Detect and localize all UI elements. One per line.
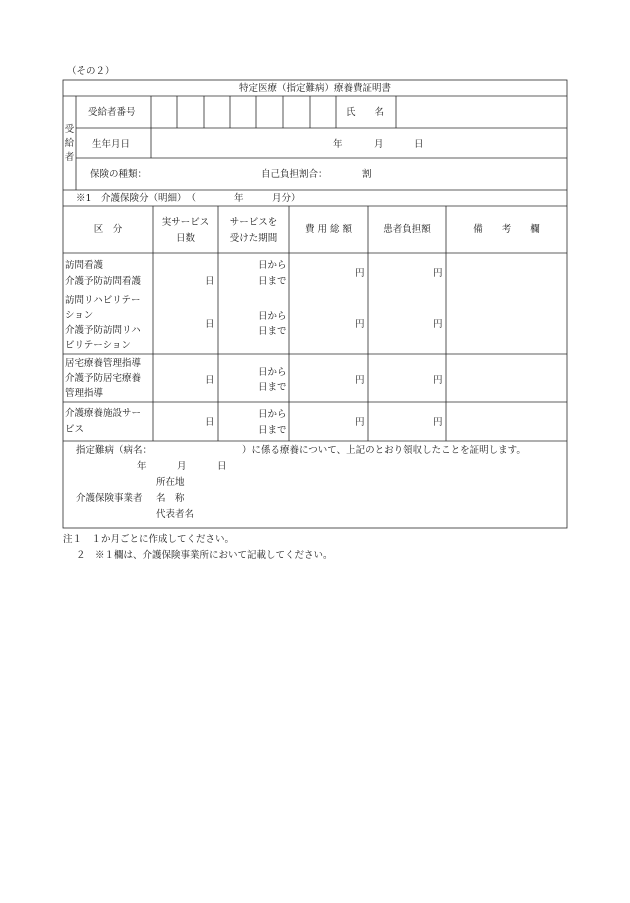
row-category-line: 介護予防訪問リハ — [65, 325, 141, 336]
sheet-number: （その２） — [67, 66, 115, 77]
section-care-insurance-title: ※1 介護保険分（明細） （ 年 月分） — [76, 193, 301, 204]
row-total-yen: 円 — [355, 375, 365, 386]
row-period-from: 日から — [258, 409, 287, 420]
copay-ratio-label: 自己負担割合： — [261, 169, 328, 180]
copay-unit: 割 — [362, 169, 372, 180]
col-header-days-2: 日数 — [175, 233, 195, 244]
note-1: 注１ １か月ごとに作成してください。 — [63, 534, 235, 545]
row-category-line: ビス — [65, 424, 85, 435]
cert-day-unit: 日 — [217, 461, 227, 472]
row-patient-yen: 円 — [433, 375, 443, 386]
provider-address-label: 所在地 — [156, 477, 185, 488]
name-label: 氏 名 — [346, 107, 385, 118]
insurance-type-label: 保険の種類： — [90, 169, 148, 180]
row-category-line: 訪問看護 — [65, 260, 104, 271]
cert-year-unit: 年 — [137, 461, 147, 472]
row-total-yen: 円 — [355, 268, 365, 279]
row-patient-yen: 円 — [433, 268, 443, 279]
row-category-line: 介護予防居宅療養 — [65, 373, 142, 384]
birth-day-unit: 日 — [414, 139, 424, 150]
provider-name-label: 名 称 — [156, 493, 185, 504]
birth-year-unit: 年 — [333, 139, 343, 150]
row-category-line: 居宅療養管理指導 — [65, 358, 142, 369]
recipient-number-field[interactable] — [151, 96, 336, 128]
row-days-unit: 日 — [205, 276, 215, 287]
row-period-from: 日から — [258, 260, 287, 271]
insurance-type-field[interactable] — [150, 160, 250, 188]
note-2: ２ ※１欄は、介護保険事業所において記載してください。 — [76, 550, 333, 561]
recipient-side-label-3: 者 — [64, 152, 75, 163]
row-period-to: 日まで — [258, 326, 287, 337]
row-patient-yen: 円 — [433, 417, 443, 428]
cert-month-unit: 月 — [177, 461, 187, 472]
row-period-from: 日から — [258, 367, 287, 378]
row-patient-yen: 円 — [433, 319, 443, 330]
disease-name-field[interactable] — [150, 443, 242, 457]
provider-label: 介護保険事業者 — [76, 493, 143, 504]
birth-month-unit: 月 — [374, 139, 384, 150]
form-title: 特定医療（指定難病）療養費証明書 — [238, 83, 391, 94]
birth-date-field[interactable] — [151, 128, 567, 158]
row-category-line: ション — [65, 310, 94, 321]
col-header-period-2: 受けた期間 — [229, 233, 278, 244]
cert-statement-suffix: ）に係る療養について、上記のとおり領収したことを証明します。 — [242, 445, 526, 456]
row-category-line: ビリテーション — [65, 340, 131, 351]
row-days-unit: 日 — [205, 319, 215, 330]
col-header-remarks: 備 考 欄 — [473, 224, 540, 235]
cert-statement-prefix: 指定難病（病名： — [76, 445, 153, 456]
row-days-unit: 日 — [205, 417, 215, 428]
col-header-period-1: サービスを — [229, 217, 278, 228]
row-period-to: 日まで — [258, 382, 287, 393]
row-period-from: 日から — [258, 311, 287, 322]
row-category-line: 介護予防訪問看護 — [65, 276, 142, 287]
copay-ratio-field[interactable] — [330, 160, 360, 188]
row-total-yen: 円 — [355, 417, 365, 428]
col-header-days-1: 実サービス — [161, 217, 210, 228]
col-header-category: 区 分 — [93, 224, 123, 235]
recipient-side-label-1: 受 — [64, 124, 75, 135]
row-period-to: 日まで — [258, 276, 287, 287]
col-header-total-cost: 費 用 総 額 — [304, 224, 353, 235]
row-days-unit: 日 — [205, 375, 215, 386]
recipient-side-label-2: 給 — [64, 138, 75, 149]
row-category-line: 訪問リハビリテー — [65, 295, 141, 306]
col-header-patient-burden: 患者負担額 — [383, 224, 431, 235]
name-field[interactable] — [396, 96, 567, 128]
row-total-yen: 円 — [355, 319, 365, 330]
row-category-line: 管理指導 — [65, 388, 104, 399]
row-category-line: 介護療養施設サー — [65, 408, 142, 419]
provider-rep-label: 代表者名 — [156, 509, 195, 520]
recipient-number-label: 受給者番号 — [88, 107, 136, 118]
row-period-to: 日まで — [258, 425, 287, 436]
birth-date-label: 生年月日 — [92, 139, 131, 150]
